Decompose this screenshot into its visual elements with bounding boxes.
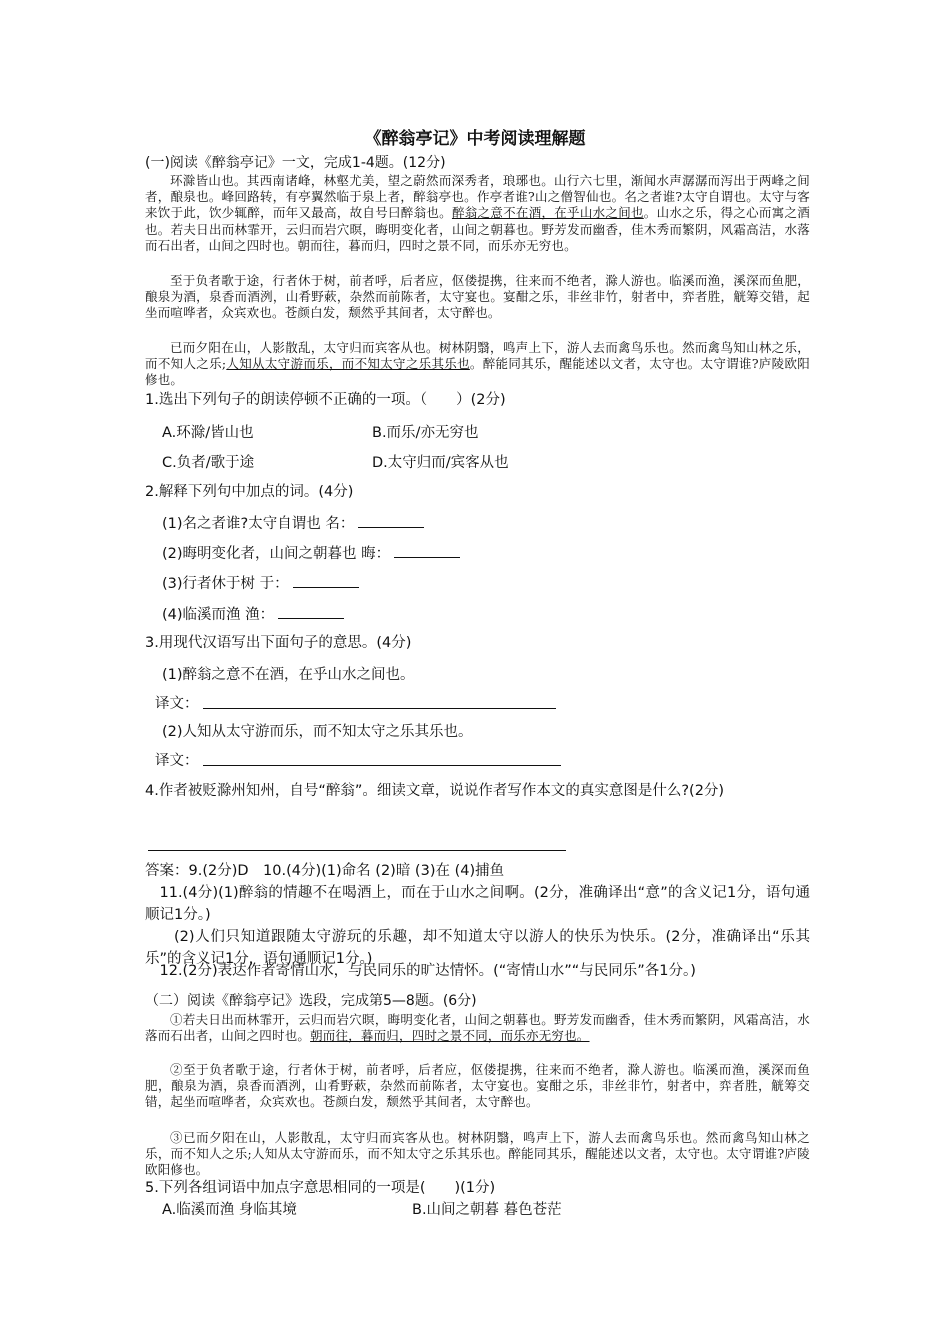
question-5-option-a: A.临溪而渔 身临其境 [162,1202,297,1218]
question-3-stem: 3.用现代汉语写出下面句子的意思。(4分) [145,635,412,651]
question-4-stem: 4.作者被贬滁州知州，自号“醉翁”。细读文章，说说作者写作本文的真实意图是什么?(2分) [145,783,725,799]
answer-line-4: 12.(2分)表达作者寄情山水，与民同乐的旷达情怀。(“寄情山水”“与民同乐”各1分。) [159,963,696,979]
answer-blank[interactable] [394,543,460,558]
question-3-item-2: (2)人知从太守游而乐，而不知太守之乐其乐也。 [162,724,473,740]
part1-p3-text-b: 。醉能同其乐，醒能述以文者，太守也。太守谓谁?庐陵欧阳修也。 [145,356,810,388]
question-1-stem: 1.选出下列句子的朗读停顿不正确的一项。（ ）(2分) [145,392,506,408]
question-5-option-b: B.山间之朝暮 暮色苍茫 [412,1202,562,1218]
question-3-item-1: (1)醉翁之意不在酒，在乎山水之间也。 [162,667,415,683]
question-2-stem: 2.解释下列句中加点的词。(4分) [145,484,354,500]
part1-header: (一)阅读《醉翁亭记》一文，完成1-4题。(12分) [145,155,446,171]
answer-blank[interactable] [278,604,344,619]
part1-paragraph-2: 至于负者歌于途，行者休于树，前者呼，后者应，伛偻提携，往来而不绝者，滁人游也。临溪而渔，溪深而鱼肥，酿泉为酒，泉香而酒洌，山肴野蔌，杂然而前陈者，太守宴也。宴酣之乐，非丝非竹，射者中，弈者胜，觥筹交错，起坐而喧哗者，众宾欢也。苍颜白发，颓然乎其间者，太守醉也。 [145,273,810,321]
part2-header: （二）阅读《醉翁亭记》选段，完成第5—8题。(6分) [145,993,477,1009]
part2-paragraph-3: ③已而夕阳在山，人影散乱，太守归而宾客从也。树林阴翳，鸣声上下，游人去而禽鸟乐也。然而禽鸟知山林之乐，而不知人之乐;人知从太守游而乐，而不知太守之乐其乐也。醉能同其乐，醒能述以文者，太守也。太守谓谁?庐陵欧阳修也。 [145,1130,810,1178]
question-1-option-b: B.而乐/亦无穷也 [372,425,479,441]
part1-paragraph-3 [145,340,810,389]
question-2-item-1-text: (1)名之者谁?太守自谓也 名： [162,516,355,532]
part1-p3-underlined: 人知从太守游而乐，而不知太守之乐其乐也 [226,356,470,372]
question-2-item-3 [162,572,359,593]
question-2-item-2-text: (2)晦明变化者，山间之朝暮也 晦： [162,546,391,562]
part2-p1-text-a: ①若夫日出而林霏开，云归而岩穴暝，晦明变化者，山间之朝暮也。野芳发而幽香，佳木秀而繁阴，风霜高洁，水落而石出者，山间之四时也。 [145,1012,810,1044]
question-1-option-a: A.环滁/皆山也 [162,425,254,441]
question-2-item-2 [162,542,460,563]
question-2-item-1 [162,512,424,533]
part2-paragraph-2: ②至于负者歌于途，行者休于树，前者呼，后者应，伛偻提携，往来而不绝者，滁人游也。临溪而渔，溪深而鱼肥，酿泉为酒，泉香而酒洌，山肴野蔌，杂然而前陈者，太守宴也。宴酣之乐，非丝非竹，射者中，弈者胜，觥筹交错，起坐而喧哗者，众宾欢也。苍颜白发，颓然乎其间者，太守醉也。 [145,1062,810,1110]
translation-label-1: 译文： [155,696,199,712]
question-4-answer-line[interactable] [148,850,566,851]
question-1-option-c: C.负者/歌于途 [162,455,255,471]
part1-paragraph-1 [145,173,810,254]
answer-line-3: (2)人们只知道跟随太守游玩的乐趣，却不知道太守以游人的快乐为快乐。(2分，准确译出“乐其乐”的含义记1分，语句通顺记1分。) [145,929,810,967]
answer-line-2: 11.(4分)(1)醉翁的情趣不在喝酒上，而在于山水之间啊。(2分，准确译出“意”的含义记1分，语句通顺记1分。) [145,885,810,923]
part2-p1-underlined: 朝而往，暮而归，四时之景不同，而乐亦无穷也。 [310,1028,590,1044]
answer-line-1: 答案：9.(2分)D 10.(4分)(1)命名 (2)暗 (3)在 (4)捕鱼 [145,863,505,879]
part1-p1-underlined: 醉翁之意不在酒，在乎山水之间也 [451,205,644,221]
answer-blank[interactable] [293,573,359,588]
translation-answer-line-2[interactable] [203,765,561,766]
translation-label-2: 译文： [155,753,199,769]
part1-p3-text-a: 已而夕阳在山，人影散乱，太守归而宾客从也。树林阴翳，鸣声上下，游人去而禽鸟乐也。然而禽鸟知山林之乐，而不知人之乐; [145,340,810,372]
question-2-item-4-text: (4)临溪而渔 渔： [162,607,275,623]
question-2-item-4 [162,603,344,624]
translation-answer-line-1[interactable] [203,708,556,709]
page-title: 《醉翁亭记》中考阅读理解题 [364,129,586,149]
part1-p1-text-b: 。山水之乐，得之心而寓之酒也。若夫日出而林霏开，云归而岩穴暝，晦明变化者，山间之朝暮也。野芳发而幽香，佳木秀而繁阴，风霜高洁，水落而石出者，山间之四时也。朝而往，暮而归，四时之景不同，而乐亦无穷也。 [145,205,810,253]
question-1-option-d: D.太守归而/宾客从也 [372,455,509,471]
question-2-item-3-text: (3)行者休于树 于： [162,576,289,592]
part2-paragraph-1 [145,1012,810,1044]
part1-p1-text-a: 环滁皆山也。其西南诸峰，林壑尤美，望之蔚然而深秀者，琅琊也。山行六七里，渐闻水声潺潺而泻出于两峰之间者，酿泉也。峰回路转，有亭翼然临于泉上者，醉翁亭也。作亭者谁?山之僧智仙也。名之者谁?太守自谓也。太守与客来饮于此，饮少辄醉，而年又最高，故自号曰醉翁也。 [145,173,810,221]
question-5-stem: 5.下列各组词语中加点字意思相同的一项是( )(1分) [145,1180,496,1196]
answer-blank[interactable] [358,513,424,528]
